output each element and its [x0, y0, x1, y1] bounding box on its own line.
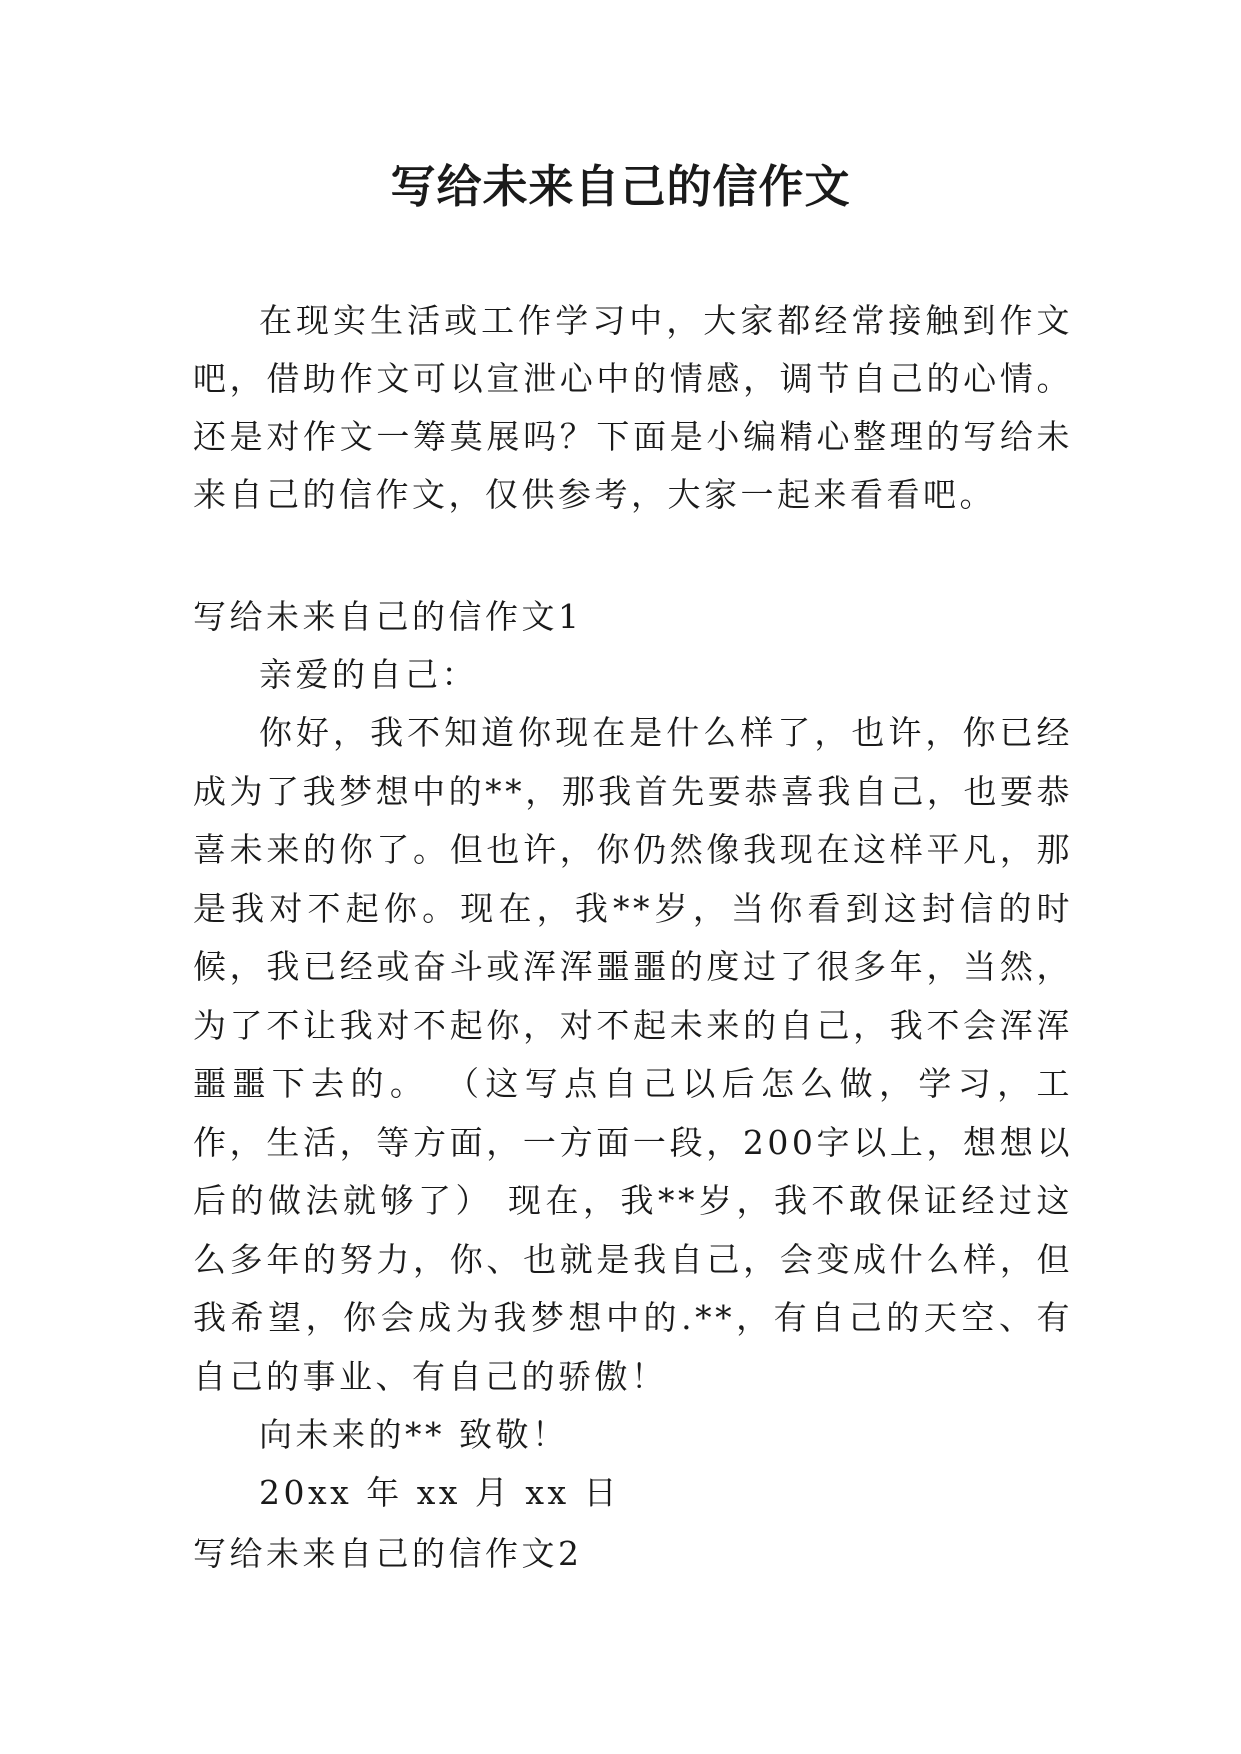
section-heading: 写给未来自己的信作文2: [193, 1534, 583, 1573]
letter-body: 你好，我不知道你现在是什么样了，也许，你已经成为了我梦想中的**，那我首先要恭喜我自己，也要恭喜未来的你了。但也许，你仍然像我现在这样平凡，那是我对不起你。现在，我**岁，当你看到这封信的时候，我已经或奋斗或浑浑噩噩的度过了很多年，当然，为了不让我对不起你，对不起未来的自己，我不会浑浑噩噩下去的。 （这写点自己以后怎么做，学习，工作，生活，等方面，一方面一段，200字以上，想想以后的做法就够了） 现在，我**岁，我不敢保证经过这么多年的努力，你、也就是我自己，会变成什么样，但我希望，你会成为我梦想中的.**，有自己的天空、有自己的事业、有自己的骄傲！: [193, 713, 1073, 1396]
letter-closing: 向未来的** 致敬！: [259, 1415, 569, 1454]
letter-greeting: 亲爱的自己：: [259, 655, 478, 694]
section-heading: 写给未来自己的信作文1: [193, 597, 583, 636]
section-1: [193, 588, 1073, 1522]
intro-block: [193, 292, 1073, 524]
document-title: 写给未来自己的信作文: [390, 160, 851, 213]
letter-date: 20xx 年 xx 月 xx 日: [259, 1473, 621, 1512]
intro-paragraph: 在现实生活或工作学习中，大家都经常接触到作文吧，借助作文可以宣泄心中的情感，调节自己的心情。还是对作文一筹莫展吗？下面是小编精心整理的写给未来自己的信作文，仅供参考，大家一起来看看吧。: [193, 301, 1073, 514]
section-2: [193, 1525, 1073, 1583]
